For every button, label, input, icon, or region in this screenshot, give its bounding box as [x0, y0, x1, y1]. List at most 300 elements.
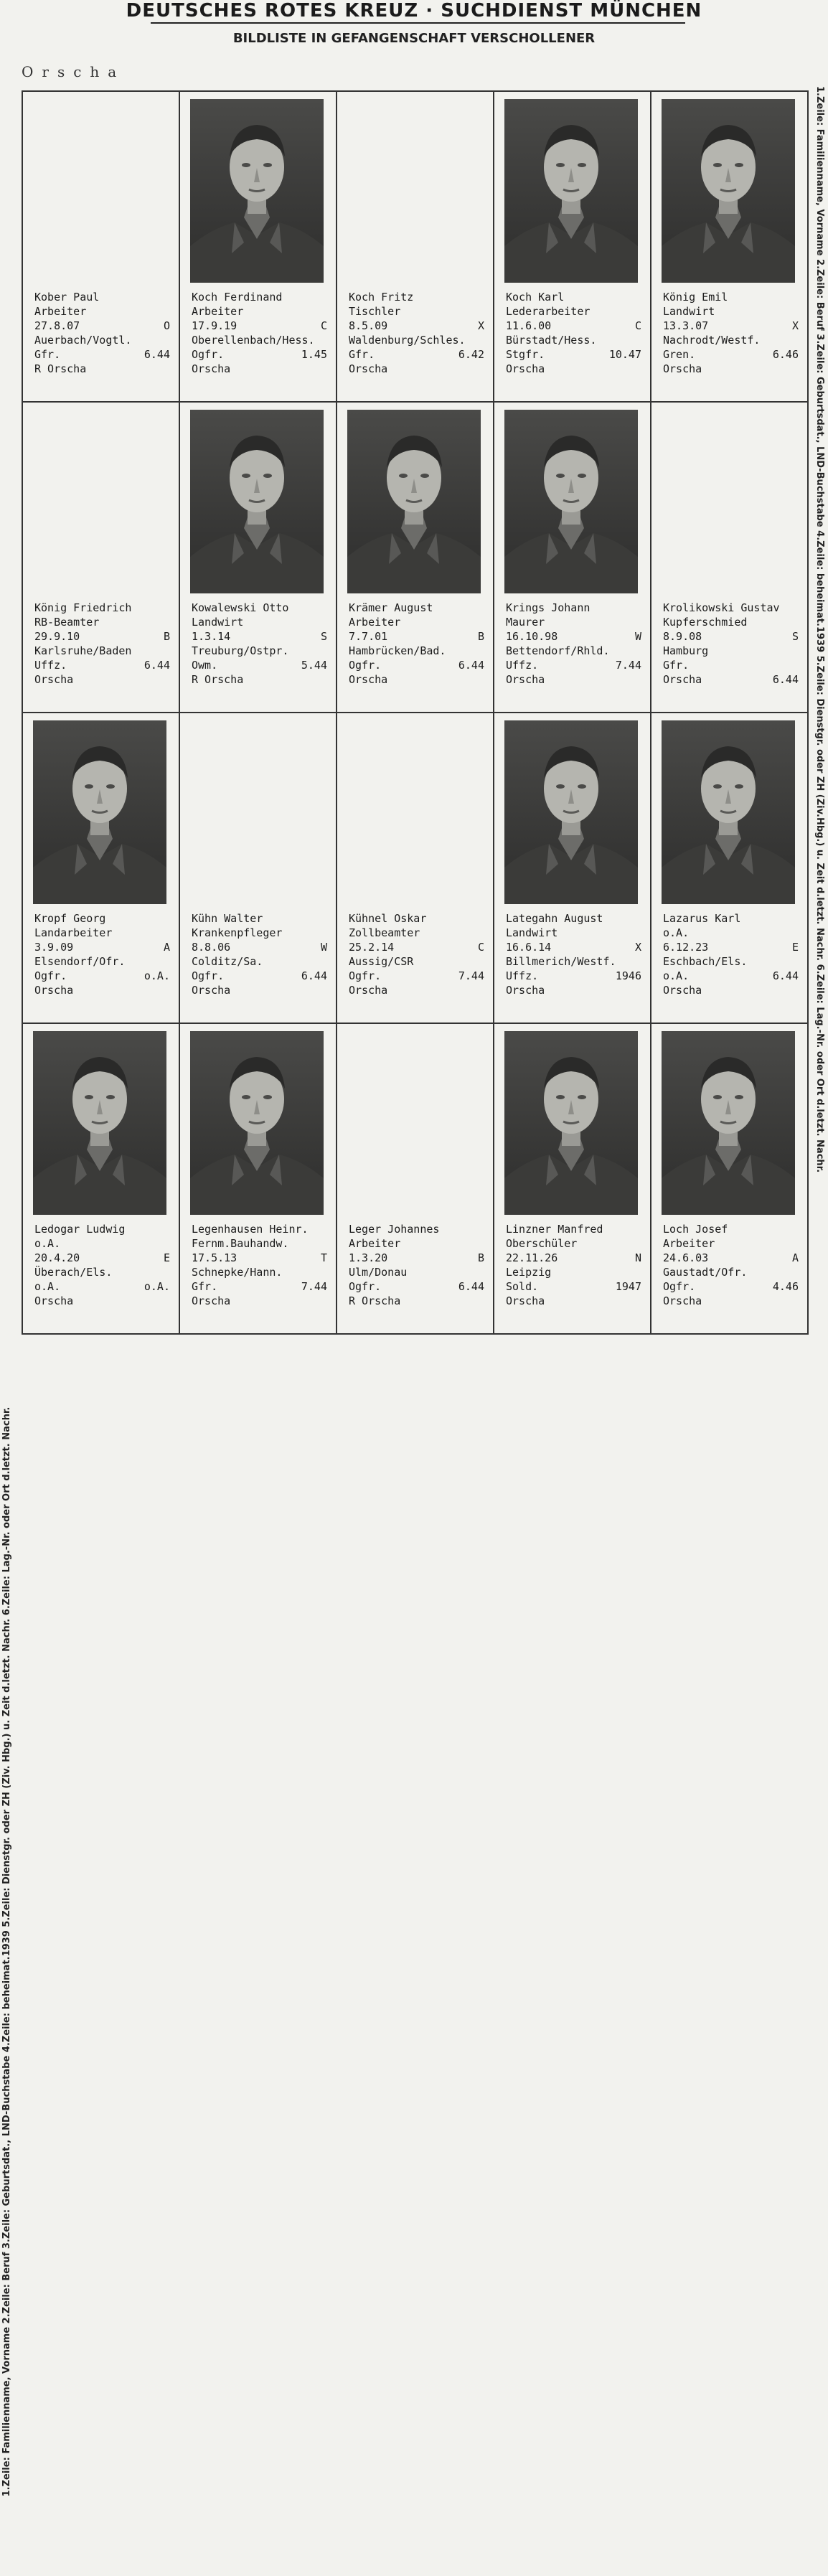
info-row — [349, 1236, 484, 1251]
info-row — [34, 983, 170, 997]
info-row — [34, 290, 170, 304]
person-occupation: Arbeiter — [349, 616, 401, 629]
info-row — [663, 601, 799, 615]
person-birthdate: 27.8.07 — [34, 319, 80, 332]
person-photo — [504, 720, 638, 904]
person-last-location: Orscha — [663, 984, 702, 997]
info-row — [349, 615, 484, 629]
person-rank: Uffz. — [34, 659, 67, 672]
person-birthdate: 16.6.14 — [506, 941, 552, 954]
person-card — [23, 1024, 180, 1335]
person-occupation: Kupferschmied — [663, 616, 748, 629]
info-row — [34, 347, 170, 362]
person-last-news-date: 1.45 — [301, 348, 327, 361]
person-card — [23, 713, 180, 1024]
person-last-location: R Orscha — [192, 673, 244, 686]
info-row — [506, 969, 641, 983]
info-row — [506, 644, 641, 658]
person-name: Loch Josef — [663, 1223, 728, 1236]
info-row — [349, 658, 484, 672]
person-last-news-date: 4.46 — [772, 1280, 799, 1293]
person-occupation: Landwirt — [663, 305, 715, 318]
person-card — [494, 403, 651, 713]
portrait-image — [504, 1031, 638, 1215]
person-lnd-letter: O — [163, 319, 170, 332]
info-row — [192, 911, 327, 926]
info-row — [506, 940, 641, 954]
person-birthdate: 22.11.26 — [506, 1251, 558, 1264]
info-row — [349, 1222, 484, 1236]
person-lnd-letter: S — [320, 630, 327, 643]
info-row — [34, 644, 170, 658]
person-name: König Emil — [663, 291, 728, 304]
info-row — [192, 347, 327, 362]
person-hometown: Eschbach/Els. — [663, 955, 748, 968]
info-row — [663, 362, 799, 376]
page-header — [0, 0, 828, 50]
person-rank: Ogfr. — [349, 1280, 382, 1293]
person-info — [192, 601, 327, 687]
person-card — [337, 713, 494, 1024]
info-row — [192, 954, 327, 969]
info-row — [663, 1294, 799, 1308]
info-row — [349, 983, 484, 997]
person-last-news-date: 1946 — [615, 969, 641, 982]
info-row — [663, 615, 799, 629]
info-row — [192, 629, 327, 644]
person-last-news-date: 6.44 — [301, 969, 327, 982]
info-row — [34, 926, 170, 940]
info-row — [192, 1294, 327, 1308]
info-row — [506, 926, 641, 940]
person-lnd-letter: X — [791, 319, 799, 332]
person-last-location: Orscha — [663, 362, 702, 375]
person-rank: Ogfr. — [192, 348, 225, 361]
person-card — [494, 713, 651, 1024]
person-hometown: Waldenburg/Schles. — [349, 334, 466, 347]
left-legend-text: 1.Zeile: Familienname, Vorname 2.Zeile: Beruf 3.Zeile: Geburtsdat., LND-Buchstabe 4.Zeile: beheimat.1939 5.Zeile: Dienstgr. oder ZH (Ziv. Hbg.) u. Zeit d.letzt. Nachr. 6.Zeile: Lag.-Nr. oder Ort d.letzt. Nachr. — [1, 1406, 12, 2497]
person-last-location: R Orscha — [34, 362, 87, 375]
portrait-image — [190, 410, 324, 593]
person-photo — [504, 1031, 638, 1215]
person-last-location: Orscha — [506, 984, 545, 997]
person-lnd-letter: A — [163, 941, 170, 954]
person-hometown: Ulm/Donau — [349, 1266, 408, 1279]
info-row — [506, 333, 641, 347]
info-row — [663, 1236, 799, 1251]
info-row — [506, 615, 641, 629]
info-row — [506, 983, 641, 997]
portrait-image — [504, 720, 638, 904]
info-row — [34, 1236, 170, 1251]
person-info — [663, 1222, 799, 1308]
person-birthdate: 13.3.07 — [663, 319, 709, 332]
portrait-image — [504, 99, 638, 283]
info-row — [349, 954, 484, 969]
person-birthdate: 25.2.14 — [349, 941, 395, 954]
person-occupation: Tischler — [349, 305, 401, 318]
person-rank: Sold. — [506, 1280, 539, 1293]
info-row — [34, 319, 170, 333]
person-occupation: Zollbeamter — [349, 926, 420, 939]
person-rank: Gfr. — [34, 348, 61, 361]
person-rank: o.A. — [663, 969, 690, 982]
info-row — [34, 1251, 170, 1265]
info-row — [663, 644, 799, 658]
person-lnd-letter: X — [477, 319, 484, 332]
info-row — [349, 911, 484, 926]
person-info — [349, 601, 484, 687]
person-name: Krämer August — [349, 601, 433, 614]
person-last-location: Orscha — [192, 362, 231, 375]
info-row — [192, 969, 327, 983]
info-row — [506, 1294, 641, 1308]
info-row — [506, 290, 641, 304]
info-row — [349, 969, 484, 983]
person-name: Lazarus Karl — [663, 912, 741, 925]
person-last-location: R Orscha — [349, 1294, 401, 1307]
person-photo — [190, 99, 324, 283]
person-lnd-letter: N — [634, 1251, 641, 1264]
person-occupation: Arbeiter — [192, 305, 244, 318]
person-name: Linzner Manfred — [506, 1223, 603, 1236]
person-info — [192, 290, 327, 376]
person-last-location: Orscha — [349, 673, 388, 686]
person-lnd-letter: X — [634, 941, 641, 954]
left-legend — [0, 86, 17, 2497]
info-row — [192, 290, 327, 304]
person-lnd-letter: A — [791, 1251, 799, 1264]
info-row — [349, 644, 484, 658]
info-row — [34, 911, 170, 926]
portrait-image — [190, 99, 324, 283]
person-occupation: Fernm.Bauhandw. — [192, 1237, 289, 1250]
info-row — [192, 1279, 327, 1294]
person-last-location: Orscha — [192, 984, 231, 997]
person-occupation: Landwirt — [506, 926, 558, 939]
person-info — [506, 601, 641, 687]
info-row — [34, 1279, 170, 1294]
person-name: Ledogar Ludwig — [34, 1223, 126, 1236]
person-rank: Gfr. — [349, 348, 375, 361]
portrait-image — [662, 720, 795, 904]
person-rank: Stgfr. — [506, 348, 545, 361]
info-row — [349, 1279, 484, 1294]
person-birthdate: 7.7.01 — [349, 630, 388, 643]
person-last-news-date: 1947 — [615, 1280, 641, 1293]
person-rank: Ogfr. — [349, 969, 382, 982]
info-row — [663, 290, 799, 304]
person-info — [34, 290, 170, 376]
info-row — [349, 347, 484, 362]
info-row — [349, 940, 484, 954]
info-row — [663, 304, 799, 319]
info-row — [34, 1294, 170, 1308]
info-row — [349, 601, 484, 615]
person-occupation: Maurer — [506, 616, 545, 629]
portrait-image — [504, 410, 638, 593]
person-rank: Owm. — [192, 659, 218, 672]
person-hometown: Colditz/Sa. — [192, 955, 263, 968]
info-row — [506, 319, 641, 333]
person-last-location: Orscha — [34, 673, 74, 686]
person-last-location: Orscha — [663, 1294, 702, 1307]
person-lnd-letter: T — [320, 1251, 327, 1264]
person-rank: Uffz. — [506, 969, 539, 982]
person-info — [663, 290, 799, 376]
person-hometown: Bettendorf/Rhld. — [506, 644, 610, 657]
person-birthdate: 8.9.08 — [663, 630, 702, 643]
person-hometown: Hamburg — [663, 644, 709, 657]
title-underline — [151, 22, 685, 24]
person-lnd-letter: B — [477, 630, 484, 643]
info-row — [34, 940, 170, 954]
person-hometown: Hambrücken/Bad. — [349, 644, 446, 657]
info-row — [192, 1265, 327, 1279]
info-row — [349, 290, 484, 304]
person-rank: Gren. — [663, 348, 696, 361]
person-name: Koch Ferdinand — [192, 291, 283, 304]
person-last-location: Orscha — [34, 1294, 74, 1307]
person-rank: o.A. — [34, 1280, 61, 1293]
person-photo — [347, 410, 481, 593]
person-birthdate: 20.4.20 — [34, 1251, 80, 1264]
person-occupation: Oberschüler — [506, 1237, 578, 1250]
info-row — [663, 926, 799, 940]
info-row — [663, 1222, 799, 1236]
info-row — [192, 672, 327, 687]
info-row — [506, 672, 641, 687]
info-row — [34, 658, 170, 672]
info-row — [349, 304, 484, 319]
info-row — [663, 940, 799, 954]
person-last-news-date: o.A. — [144, 969, 170, 982]
person-card — [180, 1024, 337, 1335]
person-last-news-date: 10.47 — [608, 348, 641, 361]
info-row — [34, 362, 170, 376]
person-last-location: Orscha — [192, 1294, 231, 1307]
person-info — [34, 911, 170, 997]
info-row — [192, 1222, 327, 1236]
portrait-image — [33, 720, 166, 904]
person-last-news-date: 6.46 — [772, 348, 799, 361]
person-last-location: Orscha — [349, 362, 388, 375]
person-last-news-date: 6.42 — [458, 348, 484, 361]
info-row — [506, 629, 641, 644]
person-last-news-date: 7.44 — [458, 969, 484, 982]
person-last-location: Orscha — [506, 1294, 545, 1307]
page-title: DEUTSCHES ROTES KREUZ · SUCHDIENST MÜNCHEN — [126, 0, 702, 22]
info-row — [34, 333, 170, 347]
person-name: Krolikowski Gustav — [663, 601, 780, 614]
info-row — [192, 926, 327, 940]
person-last-location: Orscha — [34, 984, 74, 997]
info-row — [663, 1265, 799, 1279]
person-hometown: Auerbach/Vogtl. — [34, 334, 132, 347]
person-card — [23, 403, 180, 713]
info-row — [192, 940, 327, 954]
person-info — [506, 911, 641, 997]
info-row — [349, 333, 484, 347]
person-photo — [662, 99, 795, 283]
info-row — [34, 954, 170, 969]
person-last-news-date: 6.44 — [772, 969, 799, 982]
person-name: Lategahn August — [506, 912, 603, 925]
person-last-news-date: 6.44 — [458, 1280, 484, 1293]
info-row — [349, 362, 484, 376]
person-lnd-letter: S — [791, 630, 799, 643]
info-row — [663, 1279, 799, 1294]
info-row — [506, 362, 641, 376]
info-row — [34, 601, 170, 615]
person-info — [506, 1222, 641, 1308]
person-info — [349, 290, 484, 376]
person-hometown: Nachrodt/Westf. — [663, 334, 761, 347]
person-photo — [33, 720, 166, 904]
person-card — [651, 403, 809, 713]
info-row — [34, 969, 170, 983]
person-lnd-letter: W — [634, 630, 641, 643]
info-row — [192, 1251, 327, 1265]
info-row — [192, 658, 327, 672]
person-birthdate: 8.5.09 — [349, 319, 388, 332]
info-row — [663, 333, 799, 347]
person-info — [192, 911, 327, 997]
person-photo — [662, 720, 795, 904]
info-row — [506, 1279, 641, 1294]
person-name: Kowalewski Otto — [192, 601, 289, 614]
right-legend-text: 1.Zeile: Familienname, Vorname 2.Zeile: Beruf 3.Zeile: Geburtsdat., LND-Buchstabe 4.Zeile: beheimat.1939 5.Zeile: Dienstgr. oder ZH (Ziv.Hbg.) u. Zeit d.letzt. Nachr. 6.Zeile: Lag.-Nr. oder Ort d.letzt. Nachr. — [814, 86, 825, 1173]
person-name: Kühn Walter — [192, 912, 263, 925]
info-row — [663, 658, 799, 672]
person-birthdate: 3.9.09 — [34, 941, 74, 954]
person-occupation: Arbeiter — [349, 1237, 401, 1250]
info-row — [506, 1265, 641, 1279]
info-row — [34, 629, 170, 644]
person-occupation: Lederarbeiter — [506, 305, 591, 318]
person-last-location: Orscha — [663, 673, 702, 686]
person-info — [192, 1222, 327, 1308]
person-lnd-letter: C — [320, 319, 327, 332]
person-rank: Ogfr. — [663, 1280, 696, 1293]
person-rank: Ogfr. — [349, 659, 382, 672]
person-rank: Ogfr. — [192, 969, 225, 982]
info-row — [506, 1251, 641, 1265]
info-row — [349, 1251, 484, 1265]
info-row — [663, 983, 799, 997]
person-hometown: Gaustadt/Ofr. — [663, 1266, 748, 1279]
info-row — [349, 629, 484, 644]
person-birthdate: 1.3.14 — [192, 630, 231, 643]
info-row — [34, 1265, 170, 1279]
person-info — [34, 1222, 170, 1308]
info-row — [34, 1222, 170, 1236]
person-card — [494, 92, 651, 403]
person-card — [337, 403, 494, 713]
info-row — [192, 983, 327, 997]
person-lnd-letter: C — [634, 319, 641, 332]
person-photo — [33, 1031, 166, 1215]
person-birthdate: 8.8.06 — [192, 941, 231, 954]
person-card — [337, 1024, 494, 1335]
person-birthdate: 17.9.19 — [192, 319, 237, 332]
person-card — [651, 92, 809, 403]
person-last-location-date: 6.44 — [772, 673, 799, 686]
portrait-image — [347, 410, 481, 593]
info-row — [506, 954, 641, 969]
person-card — [180, 92, 337, 403]
info-row — [663, 969, 799, 983]
person-last-news-date: 5.44 — [301, 659, 327, 672]
info-row — [506, 1222, 641, 1236]
place-label: Orscha — [22, 63, 126, 80]
person-hometown: Leipzig — [506, 1266, 552, 1279]
info-row — [349, 1294, 484, 1308]
person-last-news-date: 7.44 — [301, 1280, 327, 1293]
person-last-news-date: 6.44 — [144, 659, 170, 672]
person-lnd-letter: B — [163, 630, 170, 643]
person-name: Koch Fritz — [349, 291, 414, 304]
person-card — [337, 92, 494, 403]
person-card — [651, 1024, 809, 1335]
info-row — [663, 319, 799, 333]
person-last-news-date: 6.44 — [458, 659, 484, 672]
portrait-image — [662, 99, 795, 283]
person-card — [180, 713, 337, 1024]
info-row — [506, 601, 641, 615]
info-row — [663, 1251, 799, 1265]
info-row — [349, 672, 484, 687]
person-rank: Ogfr. — [34, 969, 67, 982]
info-row — [506, 1236, 641, 1251]
person-lnd-letter: E — [163, 1251, 170, 1264]
person-occupation: o.A. — [663, 926, 690, 939]
person-name: Legenhausen Heinr. — [192, 1223, 309, 1236]
info-row — [192, 644, 327, 658]
person-hometown: Schnepke/Hann. — [192, 1266, 283, 1279]
person-name: Koch Karl — [506, 291, 565, 304]
person-card — [23, 92, 180, 403]
person-birthdate: 6.12.23 — [663, 941, 709, 954]
person-birthdate: 29.9.10 — [34, 630, 80, 643]
person-name: Kropf Georg — [34, 912, 106, 925]
person-birthdate: 11.6.00 — [506, 319, 552, 332]
person-rank: Uffz. — [506, 659, 539, 672]
person-name: König Friedrich — [34, 601, 132, 614]
person-name: Kober Paul — [34, 291, 100, 304]
right-legend — [809, 86, 828, 1338]
info-row — [192, 362, 327, 376]
info-row — [192, 615, 327, 629]
person-photo — [504, 99, 638, 283]
person-lnd-letter: C — [477, 941, 484, 954]
info-row — [506, 347, 641, 362]
person-occupation: Landwirt — [192, 616, 244, 629]
person-card — [180, 403, 337, 713]
info-row — [506, 658, 641, 672]
person-last-location: Orscha — [349, 984, 388, 997]
info-row — [192, 333, 327, 347]
person-name: Krings Johann — [506, 601, 591, 614]
person-hometown: Elsendorf/Ofr. — [34, 955, 126, 968]
person-birthdate: 1.3.20 — [349, 1251, 388, 1264]
info-row — [192, 1236, 327, 1251]
person-info — [349, 911, 484, 997]
person-last-news-date: 7.44 — [615, 659, 641, 672]
person-hometown: Überach/Els. — [34, 1266, 113, 1279]
info-row — [192, 319, 327, 333]
person-photo — [190, 1031, 324, 1215]
